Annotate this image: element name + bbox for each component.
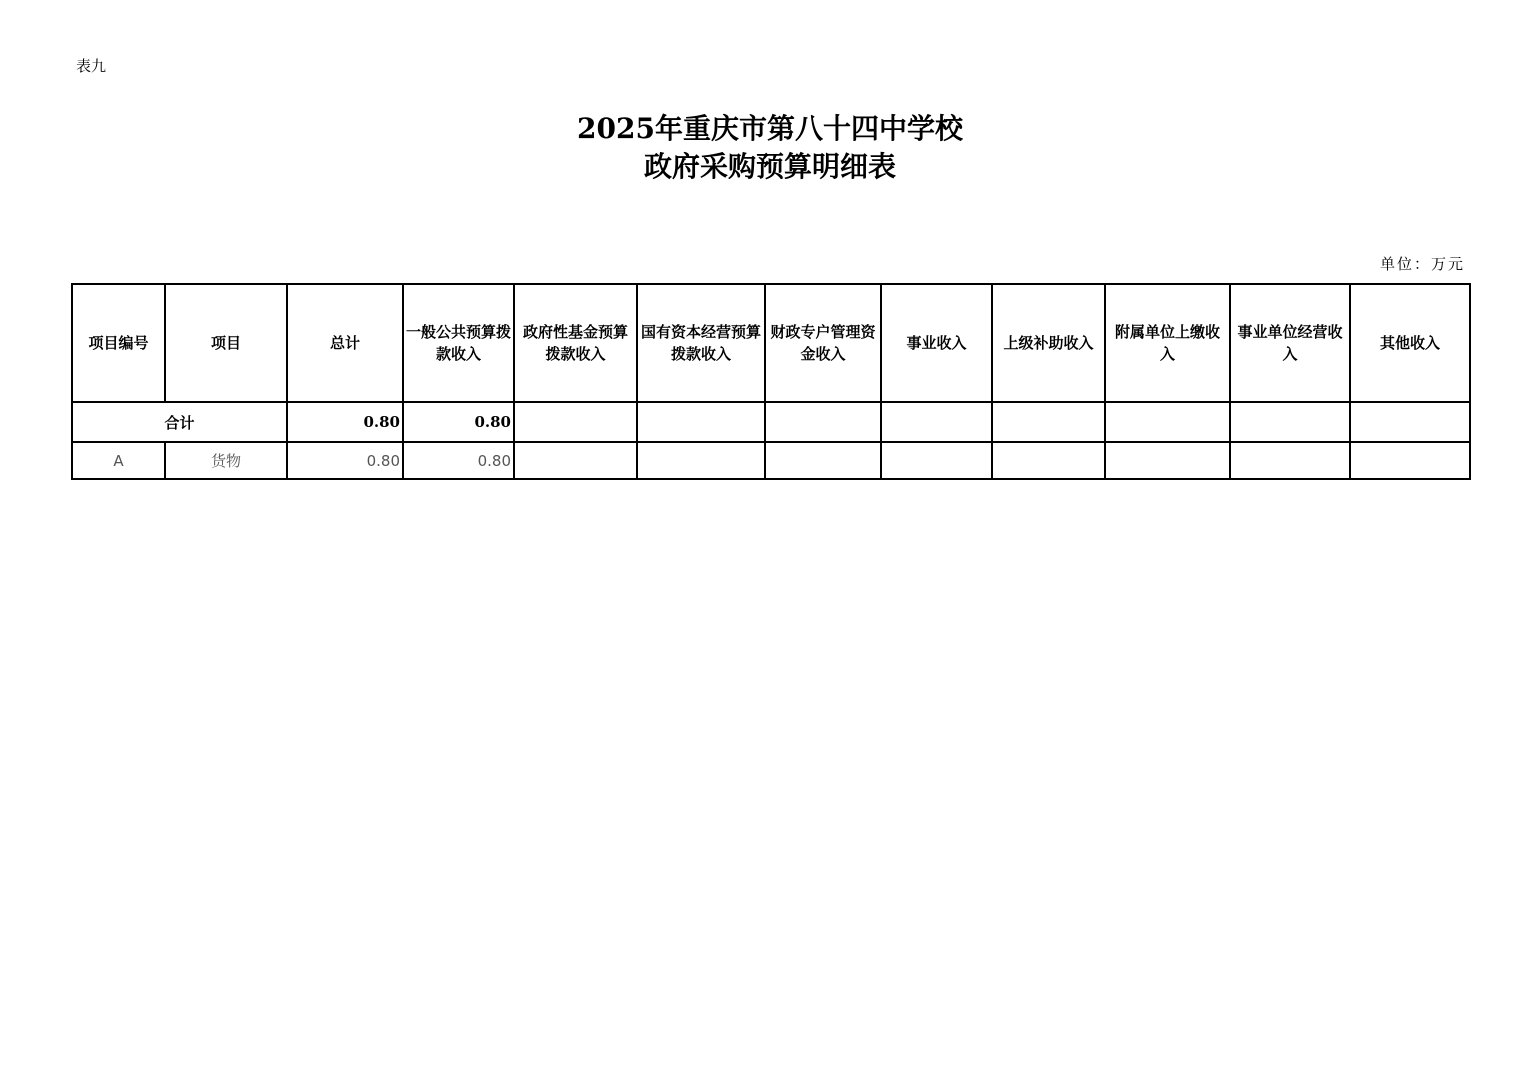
table-cell	[1230, 442, 1350, 479]
table-cell	[1105, 442, 1230, 479]
total-general-budget: 0.80	[403, 402, 514, 442]
table-cell	[637, 402, 765, 442]
title-line-1: 2025年重庆市第八十四中学校	[577, 112, 963, 145]
header-superior-subsidy: 上级补助收入	[992, 284, 1105, 402]
procurement-budget-table	[71, 283, 1471, 480]
header-business-income: 事业收入	[881, 284, 992, 402]
total-label: 合计	[72, 402, 287, 442]
header-fiscal-special-account: 财政专户管理资金收入	[765, 284, 881, 402]
table-cell	[1350, 442, 1470, 479]
table-cell	[881, 442, 992, 479]
row-project-code: A	[72, 442, 165, 479]
row-total: 0.80	[287, 442, 403, 479]
total-row	[72, 402, 1470, 442]
header-state-capital: 国有资本经营预算拨款收入	[637, 284, 765, 402]
header-government-fund: 政府性基金预算拨款收入	[514, 284, 637, 402]
page-title	[0, 110, 1520, 186]
table-cell	[1350, 402, 1470, 442]
header-row	[72, 284, 1470, 402]
table-cell	[1230, 402, 1350, 442]
header-other-income: 其他收入	[1350, 284, 1470, 402]
header-general-budget: 一般公共预算拨款收入	[403, 284, 514, 402]
header-project-code: 项目编号	[72, 284, 165, 402]
header-total: 总计	[287, 284, 403, 402]
header-operating-income: 事业单位经营收入	[1230, 284, 1350, 402]
table-number: 表九	[76, 57, 107, 75]
table-cell	[765, 402, 881, 442]
table-cell	[765, 442, 881, 479]
table-cell	[1105, 402, 1230, 442]
table-cell	[514, 402, 637, 442]
table-row	[72, 442, 1470, 479]
row-project-name: 货物	[165, 442, 287, 479]
unit-label: 单位：万元	[1379, 255, 1465, 273]
header-project: 项目	[165, 284, 287, 402]
total-amount: 0.80	[287, 402, 403, 442]
title-line-2: 政府采购预算明细表	[643, 150, 896, 183]
header-subsidiary-remittance: 附属单位上缴收入	[1105, 284, 1230, 402]
table-cell	[992, 402, 1105, 442]
table-cell	[992, 442, 1105, 479]
table-cell	[881, 402, 992, 442]
row-general-budget: 0.80	[403, 442, 514, 479]
table-cell	[514, 442, 637, 479]
table-cell	[637, 442, 765, 479]
